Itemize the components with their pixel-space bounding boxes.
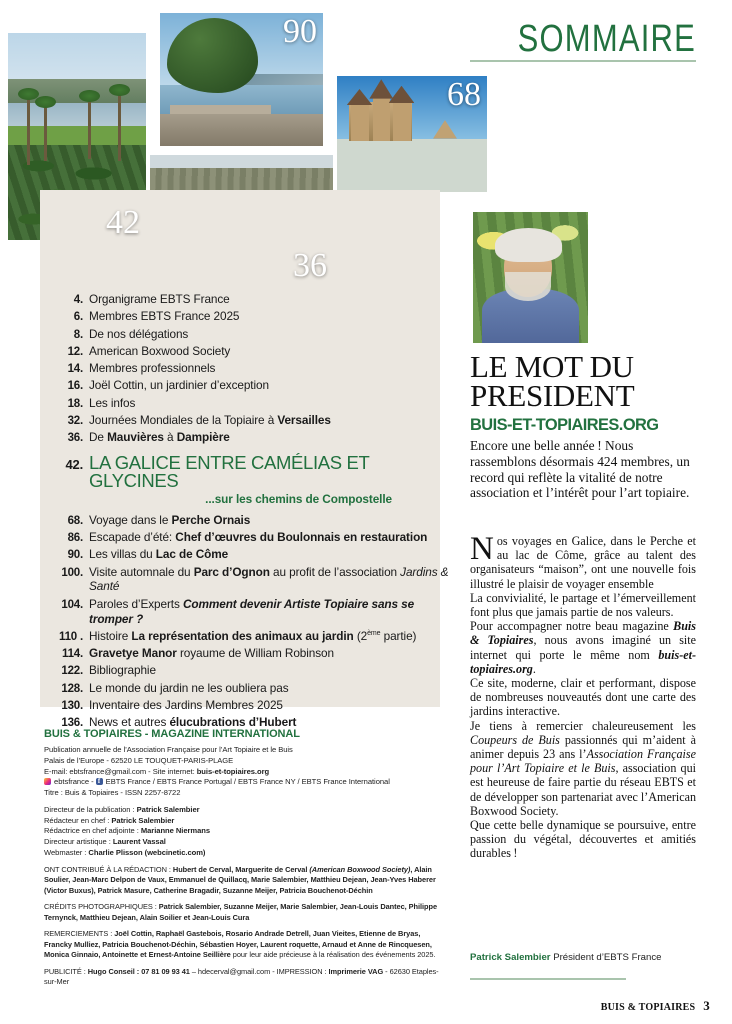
page-footer: [601, 998, 710, 1014]
toc-entry[interactable]: [55, 565, 455, 595]
president-message-header: [470, 349, 696, 501]
lac-de-come-topiary-photo: [160, 13, 323, 146]
toc-entry[interactable]: [55, 327, 455, 342]
toc-entry[interactable]: [55, 292, 455, 307]
colophon-advertising: PUBLICITÉ : Hugo Conseil : 07 81 09 93 41 – hdecerval@gmail.com - IMPRESSION : Imprimerie VAG - 62630 Etaples-sur-Mer: [44, 966, 439, 987]
mot-heading-line1: LE MOT DU: [470, 349, 634, 384]
toc-entry[interactable]: [55, 396, 455, 411]
toc-entry[interactable]: [55, 681, 455, 696]
colophon-line: Rédactrice en chef adjointe : Marianne Niermans: [44, 826, 211, 836]
toc-entry[interactable]: [55, 378, 455, 393]
website-url[interactable]: BUIS-ET-TOPIAIRES.ORG: [470, 415, 659, 434]
signature-name: Patrick Salembier: [470, 952, 551, 963]
toc-entry-page: 130.: [61, 699, 83, 712]
toc-entry[interactable]: [55, 698, 455, 713]
colophon-line: Titre : Buis & Topiaires - ISSN 2257-8722: [44, 788, 181, 798]
signature-role: Président d’EBTS France: [553, 952, 662, 963]
colophon: [44, 728, 442, 994]
toc-entry-page: 8.: [73, 328, 83, 341]
toc-entry-title: American Boxwood Society: [89, 343, 231, 358]
footer-magazine-name: BUIS & TOPIAIRES: [600, 1002, 696, 1013]
toc-entry[interactable]: [55, 646, 455, 661]
colophon-staff-list: [44, 805, 442, 859]
footer-divider: [470, 978, 626, 980]
toc-entry[interactable]: [55, 309, 455, 324]
president-portrait: [473, 212, 588, 343]
toc-entry-title: Paroles d’Experts Comment devenir Artiste Topiaire sans se tromper ?: [89, 596, 415, 626]
toc-entry[interactable]: [55, 451, 455, 492]
president-paragraph: Nos voyages en Galice, dans le Perche et au lac de Côme, grâce au talent des organisateurs “maison”, ont une nouvelle fois illustré le plaisir de voyager ensemble: [470, 531, 696, 591]
toc-entry-page: 90.: [67, 549, 83, 562]
toc-entry[interactable]: [55, 597, 455, 627]
toc-entry-title: Bibliographie: [89, 663, 156, 678]
president-paragraph: Pour accompagner notre beau magazine Buis & Topiaires, nous avons imaginé un site internet qui porte le même nom buis-et-topiaires.org.: [470, 619, 696, 676]
toc-entry-page: 104.: [61, 598, 83, 611]
toc-entry-title: News et autres élucubrations d’Hubert: [89, 715, 297, 730]
right-column: [470, 0, 696, 963]
toc-entry-title: Voyage dans le Perche Ornais: [89, 512, 251, 527]
toc-entry-page: 14.: [67, 363, 83, 375]
toc-entry[interactable]: [55, 344, 455, 359]
president-paragraph: Que cette belle dynamique se poursuive, entre passion du végétal, découvertes et amitiés durables !: [470, 818, 696, 861]
toc-entry-title: Inventaire des Jardins Membres 2025: [89, 697, 283, 712]
toc-entry-title: Escapade d’été: Chef d’œuvres du Boulonnais en restauration: [89, 530, 428, 545]
colophon-line: Palais de l’Europe - 62520 LE TOUQUET-PARIS-PLAGE: [44, 755, 234, 765]
toc-entry-title: De Mauvières à Dampière: [89, 430, 230, 444]
page-title: SOMMAIRE: [517, 17, 696, 60]
toc-entry-page: 86.: [67, 532, 83, 545]
toc-entry-page: 122.: [61, 665, 83, 678]
toc-entry-title: Journées Mondiales de la Topiaire à Versailles: [89, 412, 331, 427]
colophon-acknowledgements: REMERCIEMENTS : Joël Cottin, Raphaël Gastebois, Rosario Andrade Detrell, Juan Vieites, Etienne de Bryas, Francky Mulliez, Patricia Bouchenot-Déchin, Sébastien Hoyer, Laurent roquette, Arnaud et Anne de Rincquesen, Monica Ginnaio, Antoinette et Ernest-Antoine Seillière pour leur aide précieuse à la réalisation des événements 2025.: [44, 929, 436, 960]
toc-entry-page: 114.: [62, 648, 83, 661]
toc-entry-title: Membres professionnels: [89, 361, 216, 375]
president-paragraph: Je tiens à remercier chaleureusement les Coupeurs de Buis passionnés qui m’aident à animer depuis 23 ans l’Association Française pour l’Art Topiaire et le Buis, association qui est heureuse de faire partie du réseau EBTS et de développer son partenariat avec l’American Boxwood Society.: [470, 718, 696, 818]
toc-entry-title: Le monde du jardin ne les oubliera pas: [89, 680, 289, 695]
toc-entry-title: Membres EBTS France 2025: [89, 309, 240, 324]
colophon-contributors: ONT CONTRIBUÉ À LA RÉDACTION : Hubert de Cerval, Marguerite de Cerval (American Boxwood Society), Alain Soulier, Jean-Marc Delpon de Vaux, Emmanuel de Quillacq, Marie Salembier, Matthieu Dejean, Jean-Yves Haberer (Victor Buxus), Patrick Masure, Catherine Bragadir, Suzanne Meijer, Patricia Bouchenot-Déchin: [44, 864, 436, 895]
toc-entry[interactable]: [55, 530, 455, 545]
toc-entry-page: 68.: [67, 514, 83, 527]
toc-entry[interactable]: [55, 547, 455, 562]
header-divider: [470, 60, 696, 62]
colophon-line: Directeur de la publication : Patrick Salembier: [44, 804, 200, 814]
colophon-line: Rédacteur en chef : Patrick Salembier: [44, 815, 175, 825]
footer-page-number: 3: [703, 998, 710, 1013]
toc-entry-title: De nos délégations: [89, 326, 189, 341]
collage-page-number-36: 36: [293, 247, 327, 283]
president-message-body: [470, 531, 696, 861]
toc-entry[interactable]: [55, 629, 455, 644]
colophon-line: Webmaster : Charlie Plisson (webcinetic.com): [44, 848, 206, 858]
collage-page-number-90: 90: [283, 13, 317, 50]
table-of-contents: [55, 292, 455, 732]
toc-entry-page: 100.: [61, 566, 83, 579]
toc-entry[interactable]: [55, 413, 455, 428]
toc-entry-title: Les villas du Lac de Côme: [89, 547, 229, 562]
toc-entry-title: Gravetye Manor royaume de William Robinson: [89, 646, 334, 661]
toc-entry-title: Histoire La représentation des animaux au jardin (2ème partie): [89, 628, 417, 643]
toc-entry[interactable]: [55, 663, 455, 678]
toc-entry[interactable]: [55, 513, 455, 528]
president-paragraph: Ce site, moderne, clair et performant, dispose de nombreuses nouveautés dont une carte des jardins interactive.: [470, 676, 696, 719]
toc-entry-title: Organigrame EBTS France: [89, 292, 230, 306]
toc-entry-title: Visite automnale du Parc d’Ognon au profit de l’association Jardins & Santé: [89, 564, 449, 594]
toc-entry-page: 136.: [61, 717, 83, 730]
toc-entry-page: 110 .: [59, 630, 83, 643]
toc-entry[interactable]: [55, 430, 455, 445]
mot-heading-line2: PRESIDENT: [470, 378, 635, 414]
colophon-line: E-mail: ebtsfrance@gmail.com - Site internet: buis-et-topiaires.org: [44, 766, 270, 776]
collage-page-number-68: 68: [447, 76, 481, 113]
president-lead-paragraph: Encore une belle année ! Nous rassemblons désormais 424 membres, un record qui reflète la vitalité de notre association et l’intérêt pour l’art topiaire.: [470, 437, 690, 501]
collage-page-number-42: 42: [106, 204, 140, 240]
president-signature: [470, 952, 696, 963]
toc-entry-page: 42.: [65, 456, 83, 472]
colophon-line: Directeur artistique : Laurent Vassal: [44, 837, 166, 847]
colophon-line: ebtsfrance - f EBTS France / EBTS France Portugal / EBTS France NY / EBTS France International: [44, 777, 442, 788]
toc-feature-subtitle: ...sur les chemins de Compostelle: [205, 491, 392, 506]
toc-entry-title: LA GALICE ENTRE CAMÉLIAS ET GLYCINES: [89, 451, 370, 492]
toc-entry-title: Joël Cottin, un jardinier d’exception: [89, 378, 269, 393]
colophon-publication-info: [44, 745, 442, 799]
toc-entry-title: Les infos: [89, 395, 136, 410]
toc-entry[interactable]: [55, 361, 455, 376]
colophon-photo-credits: CRÉDITS PHOTOGRAPHIQUES : Patrick Salembier, Suzanne Meijer, Marie Salembier, Jean-Louis Dantec, Philippe Ternynck, Matthieu Dejean, Alain Soilier et Jean-Louis Cura: [44, 902, 438, 922]
dropcap: N: [470, 531, 494, 567]
toc-entry-page: 18.: [67, 397, 83, 410]
toc-entry-page: 32.: [67, 414, 83, 427]
toc-entry-page: 128.: [61, 682, 83, 695]
colophon-line: Publication annuelle de l’Association Française pour l’Art Topiaire et le Buis: [44, 745, 293, 754]
colophon-title: BUIS & TOPIAIRES - MAGAZINE INTERNATIONAL: [44, 728, 300, 740]
toc-entry-page: 36.: [67, 432, 83, 444]
toc-entry-page: 4.: [73, 294, 83, 306]
toc-entry-page: 16.: [67, 380, 83, 393]
chateau-garden-photo: [337, 76, 487, 192]
toc-entry-page: 12.: [67, 345, 83, 358]
president-paragraph: La convivialité, le partage et l’émerveillement font plus que jamais partie de nos valeurs.: [470, 590, 696, 620]
toc-entry-page: 6.: [73, 311, 83, 324]
